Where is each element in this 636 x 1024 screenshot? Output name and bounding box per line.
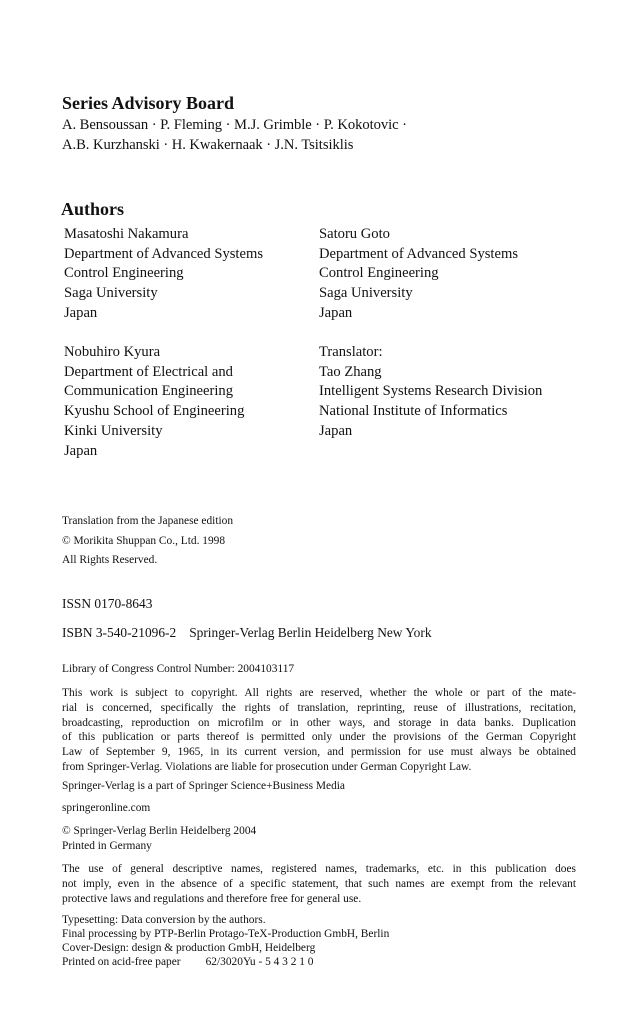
author-institution: Saga University: [319, 285, 413, 302]
printing-note: [62, 955, 314, 970]
author-block-goto: [319, 225, 518, 324]
author-dept: Department of Advanced Systems: [64, 245, 263, 262]
authors-heading: Authors: [61, 199, 125, 219]
paragraph-line: protective laws and regulations and therefore free for general use.: [62, 892, 362, 905]
printed-in: Printed in Germany: [62, 840, 152, 852]
typesetting-note: Typesetting: Data conversion by the authors.: [62, 914, 266, 926]
series-board-line-1: A. Bensoussan · P. Fleming · M.J. Grimble · P. Kokotovic ·: [62, 117, 407, 133]
translator-label: Translator:: [319, 344, 383, 360]
author-name: Masatoshi Nakamura: [64, 226, 189, 242]
translator-block: [319, 343, 542, 442]
series-board-line-2: A.B. Kurzhanski · H. Kwakernaak · J.N. Tsitsiklis: [62, 137, 354, 153]
paragraph-line: of this publication or parts thereof is permitted only under the provisions of the German Copyright: [62, 731, 576, 744]
paragraph-line: This work is subject to copyright. All rights are reserved, whether the whole or part of the mate-: [62, 687, 576, 699]
author-block-kyura: [64, 343, 244, 461]
cover-design-note: Cover-Design: design & production GmbH, Heidelberg: [62, 942, 316, 954]
translator-dept: Intelligent Systems Research Division: [319, 383, 543, 400]
author-institution: Kinki University: [64, 422, 163, 439]
issn: ISSN 0170-8643: [62, 596, 153, 611]
paragraph-line: from Springer-Verlag. Violations are liable for prosecution under German Copyright Law.: [62, 760, 472, 773]
author-country: Japan: [64, 442, 98, 459]
author-name: Nobuhiro Kyura: [64, 344, 161, 360]
paragraph-line: not imply, even in the absence of a specific statement, that such names are exempt from the relevant: [62, 877, 576, 890]
website: springeronline.com: [62, 802, 151, 814]
print-code: 62/3020Yu - 5 4 3 2 1 0: [205, 956, 314, 968]
translation-note: Translation from the Japanese edition: [62, 515, 234, 527]
author-block-nakamura: [64, 225, 263, 324]
publisher-cities: Springer-Verlag Berlin Heidelberg New York: [189, 625, 432, 640]
translation-rights: All Rights Reserved.: [62, 554, 158, 566]
author-dept: Department of Electrical and: [64, 363, 233, 380]
isbn: ISBN 3-540-21096-2: [62, 625, 177, 640]
copyright-line: © Springer-Verlag Berlin Heidelberg 2004: [62, 825, 257, 837]
final-processing-note: Final processing by PTP-Berlin Protago-TeX-Production GmbH, Berlin: [62, 928, 390, 940]
author-institution: Kyushu School of Engineering: [64, 403, 245, 420]
author-country: Japan: [64, 304, 98, 321]
paper-note: Printed on acid-free paper: [62, 956, 181, 968]
author-dept: Control Engineering: [64, 265, 184, 282]
paragraph-line: Law of September 9, 1965, in its current version, and permission for use must always be obtained: [62, 746, 576, 759]
author-country: Japan: [319, 304, 353, 321]
translator-institution: National Institute of Informatics: [319, 403, 508, 420]
isbn-line: [62, 625, 432, 641]
series-board-heading: Series Advisory Board: [62, 93, 235, 113]
author-dept: Department of Advanced Systems: [319, 245, 518, 262]
paragraph-line: The use of general descriptive names, registered names, trademarks, etc. in this publication does: [62, 863, 576, 875]
author-dept: Communication Engineering: [64, 383, 234, 400]
author-institution: Saga University: [64, 285, 158, 302]
translator-name: Tao Zhang: [319, 363, 382, 380]
paragraph-line: broadcasting, reproduction on microfilm or in other ways, and storage in data banks. Duplication: [62, 716, 576, 729]
author-dept: Control Engineering: [319, 265, 439, 282]
author-name: Satoru Goto: [319, 226, 390, 242]
translation-copyright: © Morikita Shuppan Co., Ltd. 1998: [62, 535, 226, 547]
names-paragraph: [62, 862, 576, 906]
loc-number: Library of Congress Control Number: 2004103117: [62, 663, 295, 675]
paragraph-line: rial is concerned, specifically the rights of translation, reprinting, reuse of illustrations, recitation,: [62, 701, 576, 714]
translator-country: Japan: [319, 422, 353, 439]
springer-part-of: Springer-Verlag is a part of Springer Science+Business Media: [62, 780, 345, 792]
copyright-paragraph: [62, 686, 576, 775]
